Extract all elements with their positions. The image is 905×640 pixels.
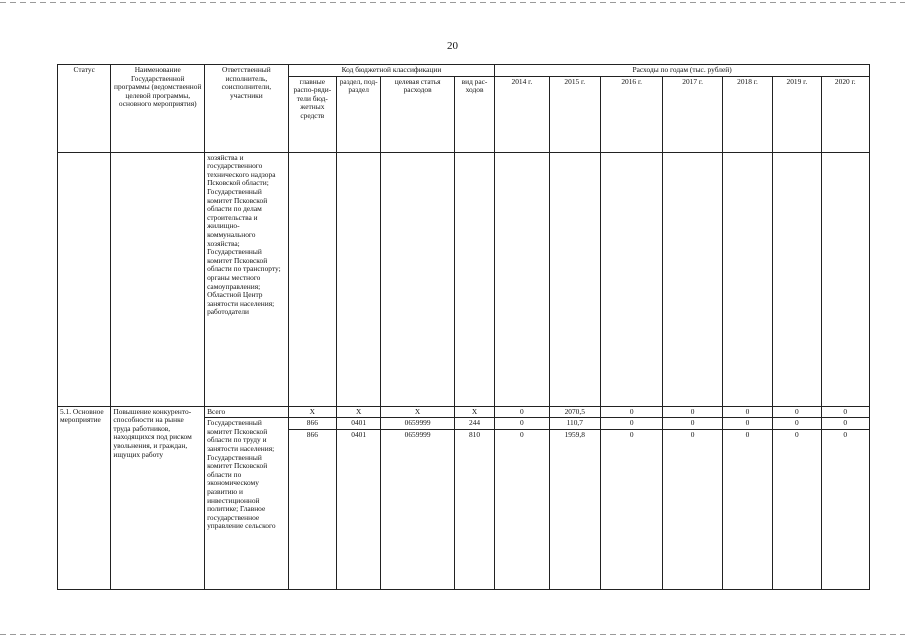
row-value: 0	[773, 418, 821, 430]
empty-cell	[495, 152, 549, 406]
header-type: вид рас-ходов	[454, 76, 494, 152]
measure-total-row	[58, 406, 870, 418]
total-section: Х	[337, 406, 381, 418]
measure-status: 5.1. Основное мероприятие	[58, 406, 111, 589]
row-value: 0	[722, 418, 772, 430]
header-year: 2014 г.	[495, 76, 549, 152]
total-target: Х	[381, 406, 455, 418]
empty-cell	[663, 152, 722, 406]
header-year: 2015 г.	[549, 76, 600, 152]
header-row-1	[58, 65, 870, 77]
row-value: 0	[495, 418, 549, 430]
row-value: 0	[663, 418, 722, 430]
page-number: 20	[447, 40, 458, 52]
row-target: 0659999	[381, 418, 455, 430]
total-grbs: Х	[288, 406, 336, 418]
continuation-status-cell	[58, 152, 111, 406]
empty-cell	[722, 152, 772, 406]
header-budget-code: Код бюджетной классификации	[288, 65, 495, 77]
empty-cell	[288, 152, 336, 406]
row-value: 0	[495, 429, 549, 589]
total-type: Х	[454, 406, 494, 418]
header-status: Статус	[58, 65, 111, 153]
measure-total-label: Всего	[205, 406, 289, 418]
row-value: 0	[773, 429, 821, 589]
continuation-name-cell	[111, 152, 205, 406]
row-type: 810	[454, 429, 494, 589]
continuation-row	[58, 152, 870, 406]
header-year: 2020 г.	[821, 76, 869, 152]
row-value: 0	[663, 429, 722, 589]
total-value: 0	[773, 406, 821, 418]
measure-responsible: Государственный комитет Псковской области по труду и занятости населения; Государственный комитет Псковской области по экономическому развитию и инвестиционной политике; Главное государственное управление сельского	[205, 418, 289, 590]
header-grbs: главные распо-ряди-тели бюд-жетных средств	[288, 76, 336, 152]
header-year: 2017 г.	[663, 76, 722, 152]
header-responsible: Ответственный исполнитель, соисполнители, участники	[205, 65, 289, 153]
header-year: 2019 г.	[773, 76, 821, 152]
row-grbs: 866	[288, 429, 336, 589]
empty-cell	[600, 152, 662, 406]
header-year: 2016 г.	[600, 76, 662, 152]
row-value: 0	[821, 429, 869, 589]
row-section: 0401	[337, 429, 381, 589]
empty-cell	[549, 152, 600, 406]
row-value: 0	[821, 418, 869, 430]
header-expenses: Расходы по годам (тыс. рублей)	[495, 65, 870, 77]
header-target: целевая статья расходов	[381, 76, 455, 152]
budget-table	[57, 64, 870, 590]
empty-cell	[337, 152, 381, 406]
header-name: Наименование Государственной программы (ведомственной целевой программы, основного мероприятия)	[111, 65, 205, 153]
scan-bottom-edge	[0, 634, 905, 635]
total-value: 0	[722, 406, 772, 418]
row-value: 0	[600, 418, 662, 430]
total-value: 0	[663, 406, 722, 418]
empty-cell	[773, 152, 821, 406]
row-target: 0659999	[381, 429, 455, 589]
scan-top-edge	[0, 2, 905, 3]
row-value: 1959,8	[549, 429, 600, 589]
row-value: 0	[600, 429, 662, 589]
empty-cell	[381, 152, 455, 406]
header-section: раздел, под-раздел	[337, 76, 381, 152]
empty-cell	[454, 152, 494, 406]
row-type: 244	[454, 418, 494, 430]
total-value: 0	[821, 406, 869, 418]
total-value: 0	[600, 406, 662, 418]
row-value: 110,7	[549, 418, 600, 430]
measure-name: Повышение конкуренто-способности на рынке труда работников, находящихся под риском увольнения, и граждан, ищущих работу	[111, 406, 205, 589]
total-value: 2070,5	[549, 406, 600, 418]
row-section: 0401	[337, 418, 381, 430]
row-value: 0	[722, 429, 772, 589]
continuation-responsible: хозяйства и государственного технического надзора Псковской области; Государственный комитет Псковской области по делам строительства и жилищно-коммунального хозяйства; Государственный комитет Псковской области по транспорту; органы местного самоуправления; Областной Центр занятости населения; работодатели	[205, 152, 289, 406]
header-year: 2018 г.	[722, 76, 772, 152]
total-value: 0	[495, 406, 549, 418]
empty-cell	[821, 152, 869, 406]
row-grbs: 866	[288, 418, 336, 430]
